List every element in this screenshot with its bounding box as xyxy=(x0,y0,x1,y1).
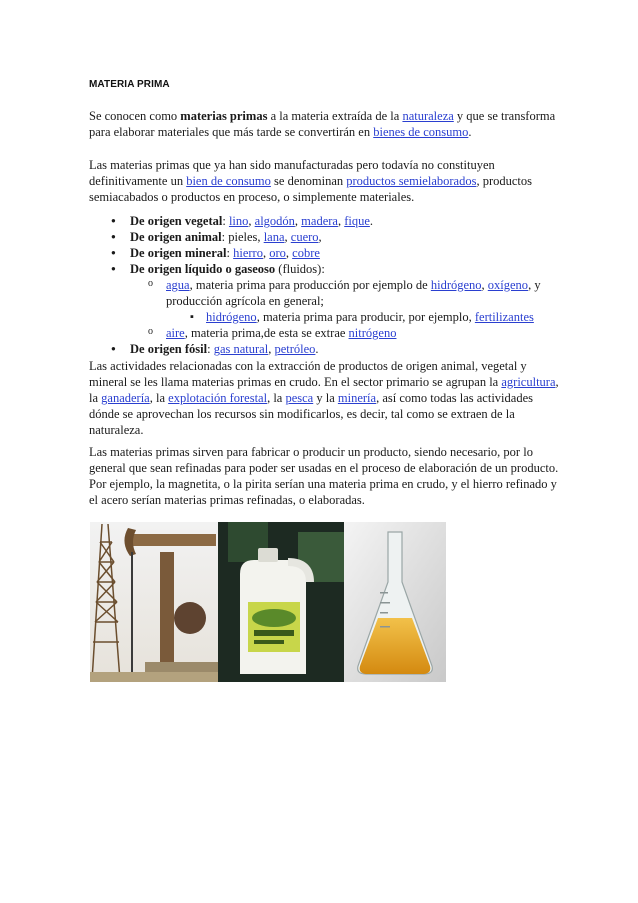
link-lana[interactable]: lana xyxy=(263,230,285,244)
origin-list xyxy=(89,213,569,357)
page-title: MATERIA PRIMA xyxy=(89,79,170,90)
bold-label: De origen vegetal xyxy=(130,214,223,228)
list-item-vegetal: ● De origen vegetal: lino, algodón, madera, fique. xyxy=(89,213,569,229)
link-nitrogeno[interactable]: nitrógeno xyxy=(348,326,397,340)
link-bienes-de-consumo[interactable]: bienes de consumo xyxy=(373,125,469,139)
text: , la xyxy=(89,375,559,405)
photo-strip xyxy=(90,522,446,682)
text: , la xyxy=(149,391,169,405)
text: Se conocen como xyxy=(89,109,181,123)
link-cobre[interactable]: cobre xyxy=(292,246,320,260)
sublist-item-agua: o agua, materia prima para producción por ejemplo de hidrógeno, oxígeno, y producción agrícola en general; xyxy=(89,277,569,309)
text: : xyxy=(222,214,229,228)
text: y que se transforma para elaborar materiales que más tarde se convertirán en xyxy=(89,109,556,139)
link-bien-de-consumo[interactable]: bien de consumo xyxy=(186,174,271,188)
link-oro[interactable]: oro xyxy=(269,246,286,260)
bold-term: materias primas xyxy=(180,109,268,123)
bold-label: De origen animal xyxy=(130,230,222,244)
erlenmeyer-flask-icon xyxy=(344,522,446,682)
link-hidrogeno[interactable]: hidrógeno xyxy=(430,278,482,292)
text: , así como todas las actividades dónde se aprovechan los recursos sin modificarlos, es decir, tal como se extraen de la naturaleza. xyxy=(89,391,533,437)
link-agricultura[interactable]: agricultura xyxy=(501,375,556,389)
link-lino[interactable]: lino xyxy=(228,214,249,228)
text: se denominan xyxy=(270,174,347,188)
link-gas-natural[interactable]: gas natural xyxy=(213,342,269,356)
link-productos-semielaborados[interactable]: productos semielaborados xyxy=(346,174,477,188)
bold-label: De origen mineral xyxy=(130,246,227,260)
list-item-mineral: ● De origen mineral: hierro, oro, cobre xyxy=(89,245,569,261)
link-hierro[interactable]: hierro xyxy=(233,246,263,260)
bold-label: De origen fósil xyxy=(130,342,208,356)
bold-label: De origen líquido o gaseoso xyxy=(130,262,276,276)
text: . xyxy=(468,125,472,139)
link-pesca[interactable]: pesca xyxy=(285,391,314,405)
link-aire[interactable]: aire xyxy=(166,326,185,340)
text: a la materia extraída de la xyxy=(267,109,403,123)
link-ganaderia[interactable]: ganadería xyxy=(101,391,150,405)
link-petroleo[interactable]: petróleo xyxy=(274,342,316,356)
link-algodon[interactable]: algodón xyxy=(254,214,295,228)
paragraph-semielaborados xyxy=(89,157,559,205)
link-mineria[interactable]: minería xyxy=(337,391,377,405)
link-hidrogeno[interactable]: hidrógeno xyxy=(206,310,257,324)
text: y la xyxy=(313,391,338,405)
link-oxigeno[interactable]: oxígeno xyxy=(487,278,529,292)
subsublist-item-hidrogeno xyxy=(89,309,569,325)
text: , la xyxy=(267,391,286,405)
chemical-jug-icon xyxy=(218,522,344,682)
paragraph-definition xyxy=(89,108,559,140)
oil-derrick-pumpjack-icon xyxy=(90,522,218,682)
link-cuero[interactable]: cuero xyxy=(290,230,319,244)
link-naturaleza[interactable]: naturaleza xyxy=(402,109,454,123)
link-fertilizantes[interactable]: fertilizantes xyxy=(474,310,534,324)
sublist-item-aire xyxy=(89,325,569,341)
text: Las materias primas que ya han sido manufacturadas pero todavía no constituyen definitivamente un xyxy=(89,158,495,188)
text: , materia prima para producción por ejemplo de xyxy=(189,278,431,292)
paragraph-refinadas: Las materias primas sirven para fabricar o producir un producto, siendo necesario, por lo general que sean refinadas para poder ser usadas en el proceso de elaboración de un producto. Por ejemplo, la magnetita, o la pirita serían una materia prima en crudo, y el hierro refinado y el acero serían materias primas refinadas, o elaboradas. xyxy=(89,445,559,507)
link-agua[interactable]: agua xyxy=(166,278,190,292)
text: , materia prima,de esta se extrae xyxy=(184,326,349,340)
list-item-liquido-gaseoso xyxy=(89,261,569,277)
link-fique[interactable]: fique xyxy=(344,214,370,228)
link-explotacion-forestal[interactable]: explotación forestal xyxy=(168,391,268,405)
text: , y producción agrícola en general; xyxy=(166,278,541,308)
text: : pieles, xyxy=(221,230,264,244)
paragraph-sector-primario xyxy=(89,358,559,438)
text: , materia prima para producir, por ejemplo, xyxy=(256,310,475,324)
list-item-fosil: ● De origen fósil: gas natural, petróleo. xyxy=(89,341,569,357)
text: (fluidos): xyxy=(275,262,325,276)
text: , productos semiacabados o productos en proceso, o simplemente materiales. xyxy=(89,174,533,204)
list-item-animal: ● De origen animal: pieles, lana, cuero, xyxy=(89,229,569,245)
link-madera[interactable]: madera xyxy=(301,214,338,228)
text: Las actividades relacionadas con la extracción de productos de origen animal, vegetal y mineral se les llama materias primas en crudo. En el sector primario se agrupan la xyxy=(89,359,527,389)
